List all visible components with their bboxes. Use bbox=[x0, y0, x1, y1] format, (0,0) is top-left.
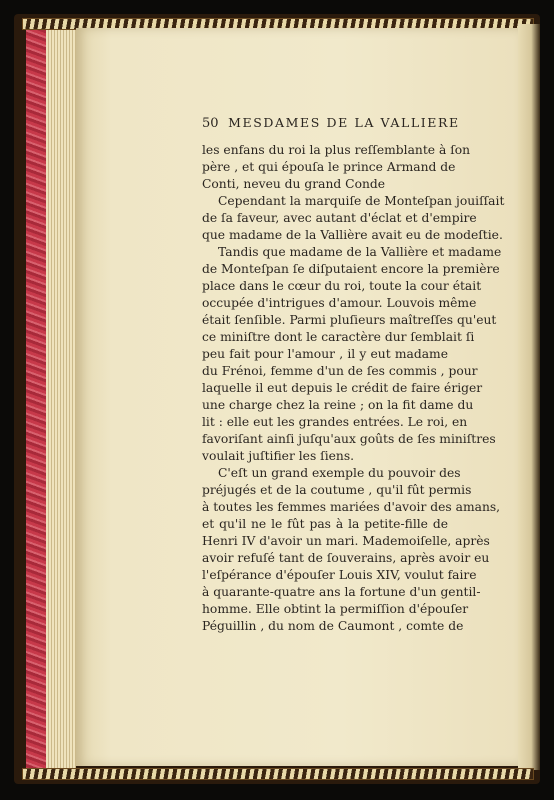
text-line: préjugés et de la coutume , qu'il fût permis bbox=[202, 483, 472, 497]
page-stack-left bbox=[46, 30, 76, 768]
text-line: Conti, neveu du grand Conde bbox=[202, 177, 386, 191]
text-line: Henri IV d'avoir un mari. Mademoiſelle, après bbox=[202, 534, 490, 548]
running-header bbox=[202, 115, 460, 133]
running-title: MESDAMES DE LA VALLIERE bbox=[228, 115, 460, 130]
text-line: avoir refuſé tant de ſouverains, après avoir eu bbox=[202, 551, 490, 565]
page-stack-right bbox=[518, 24, 540, 770]
text-line: les enfans du roi la plus reſſemblante à ſon bbox=[202, 143, 471, 157]
text-line: laquelle il eut depuis le crédit de faire ériger bbox=[202, 381, 483, 395]
text-line: une charge chez la reine ; on la fit dame du bbox=[202, 398, 474, 412]
text-line: favoriſant ainſi juſqu'aux goûts de ſes miniſtres bbox=[202, 432, 496, 446]
text-line: lit : elle eut les grandes entrées. Le roi, en bbox=[202, 415, 468, 429]
text-line: homme. Elle obtint la permiſſion d'épouſer bbox=[202, 602, 469, 616]
page-number: 50 bbox=[202, 116, 219, 131]
text-line: du Frénoi, femme d'un de ſes commis , pour bbox=[202, 364, 478, 378]
text-line: voulait juſtifier les ſiens. bbox=[202, 449, 355, 463]
page-body-text bbox=[202, 143, 505, 636]
text-line: père , et qui épouſa le prince Armand de bbox=[202, 160, 456, 174]
text-line: l'eſpérance d'épouſer Louis XIV, voulut faire bbox=[202, 568, 477, 582]
text-line: de ſa faveur, avec autant d'éclat et d'empire bbox=[202, 211, 477, 225]
text-line: et qu'il ne le fût pas à la petite-fille de bbox=[202, 517, 448, 531]
text-line: C'eſt un grand exemple du pouvoir des bbox=[218, 466, 461, 480]
text-line: Tandis que madame de la Vallière et madame bbox=[218, 245, 502, 259]
page-edge-bottom bbox=[22, 768, 534, 780]
text-line: Péguillin , du nom de Caumont , comte de bbox=[202, 619, 464, 633]
text-line: de Monteſpan ſe diſputaient encore la première bbox=[202, 262, 500, 276]
text-line: peu fait pour l'amour , il y eut madame bbox=[202, 347, 448, 361]
text-line: était ſenſible. Parmi pluſieurs maîtreſſes qu'eut bbox=[202, 313, 497, 327]
text-line: Cependant la marquiſe de Monteſpan jouiſſait bbox=[218, 194, 505, 208]
marbled-endpaper bbox=[26, 30, 48, 770]
text-line: que madame de la Vallière avait eu de modeſtie. bbox=[202, 228, 503, 242]
text-line: ce miniſtre dont le caractère dur ſemblait ſi bbox=[202, 330, 475, 344]
text-line: à quarante-quatre ans la fortune d'un gentil- bbox=[202, 585, 481, 599]
text-line: occupée d'intrigues d'amour. Louvois même bbox=[202, 296, 477, 310]
text-line: place dans le cœur du roi, toute la cour était bbox=[202, 279, 482, 293]
text-line: à toutes les femmes mariées d'avoir des amans, bbox=[202, 500, 501, 514]
